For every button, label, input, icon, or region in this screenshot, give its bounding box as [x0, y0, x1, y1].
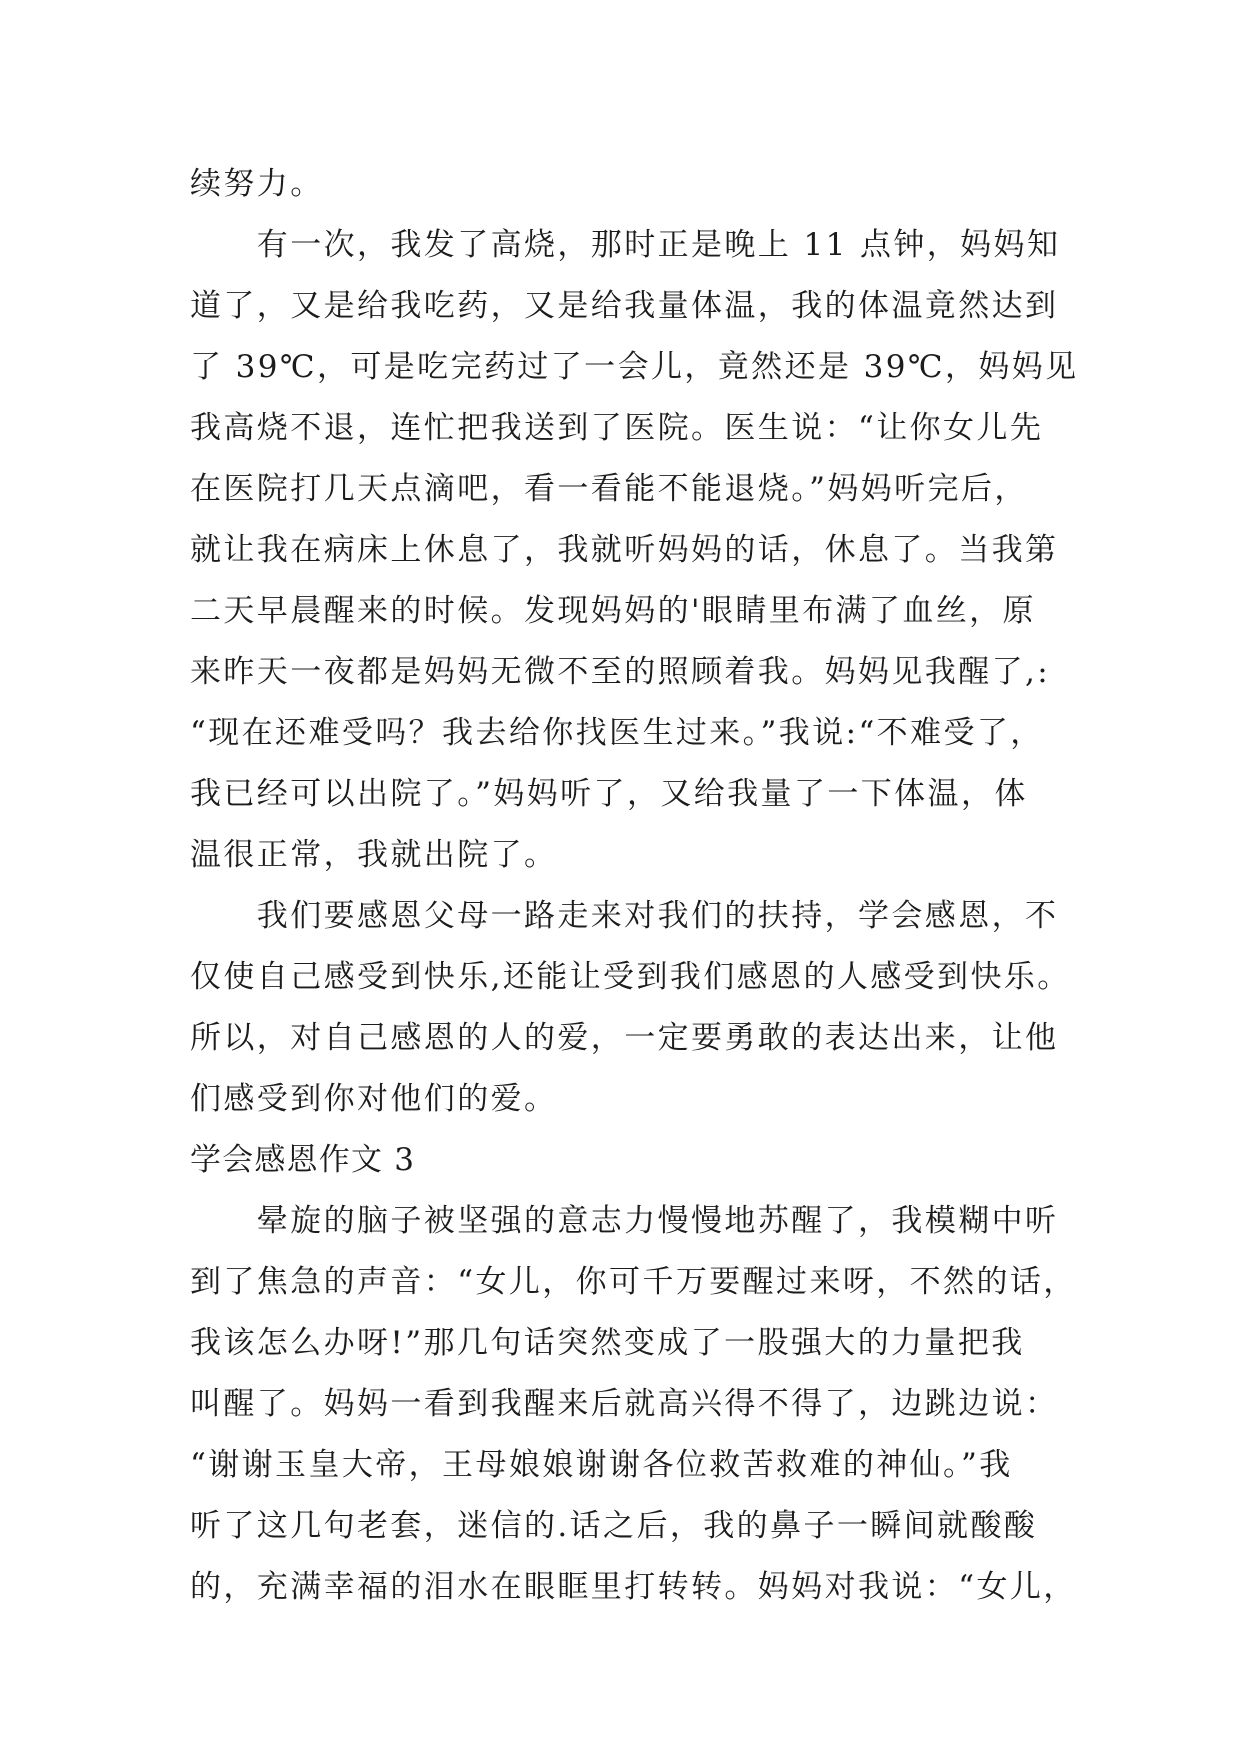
- text-line: 道了，又是给我吃药，又是给我量体温，我的体温竟然达到: [190, 288, 1059, 324]
- text-line: 温很正常，我就出院了。: [190, 837, 558, 873]
- text-line: 就让我在病床上休息了，我就听妈妈的话，休息了。当我第: [190, 532, 1059, 568]
- text-line: 我该怎么办呀!”那几句话突然变成了一股强大的力量把我: [190, 1325, 1025, 1361]
- text-line: 我们要感恩父母一路走来对我们的扶持，学会感恩，不: [190, 898, 1059, 934]
- text-line: 仅使自己感受到快乐,还能让受到我们感恩的人感受到快乐。: [190, 959, 1071, 995]
- text-line: 我已经可以出院了。”妈妈听了，又给我量了一下体温，体: [190, 776, 1028, 812]
- essay-text: [190, 154, 1079, 1618]
- text-line: 所以，对自己感恩的人的爱，一定要勇敢的表达出来，让他: [190, 1020, 1059, 1056]
- text-line: 我高烧不退，连忙把我送到了医院。医生说：“让你女儿先: [190, 410, 1044, 446]
- text-line: 续努力。: [190, 166, 324, 202]
- text-line: 们感受到你对他们的爱。: [190, 1081, 558, 1117]
- text-line: “现在还难受吗？我去给你找医生过来。”我说:“不难受了，: [190, 715, 1044, 751]
- section-heading: 学会感恩作文 3: [190, 1142, 416, 1178]
- text-line: 晕旋的脑子被坚强的意志力慢慢地苏醒了，我模糊中听: [190, 1203, 1059, 1239]
- text-line: 来昨天一夜都是妈妈无微不至的照顾着我。妈妈见我醒了,:: [190, 654, 1051, 690]
- text-line: “谢谢玉皇大帝，王母娘娘谢谢各位救苦救难的神仙。”我: [190, 1447, 1013, 1483]
- text-line: 了 39℃，可是吃完药过了一会儿，竟然还是 39℃，妈妈见: [190, 349, 1079, 385]
- text-line: 到了焦急的声音：“女儿，你可千万要醒过来呀，不然的话，: [190, 1264, 1077, 1300]
- text-line: 听了这几句老套，迷信的.话之后，我的鼻子一瞬间就酸酸: [190, 1508, 1038, 1544]
- text-line: 的，充满幸福的泪水在眼眶里打转转。妈妈对我说：“女儿，: [190, 1569, 1077, 1605]
- text-line: 有一次，我发了高烧，那时正是晚上 11 点钟，妈妈知: [190, 227, 1061, 263]
- text-line: 叫醒了。妈妈一看到我醒来后就高兴得不得了，边跳边说：: [190, 1386, 1059, 1422]
- text-line: 在医院打几天点滴吧，看一看能不能退烧。”妈妈听完后，: [190, 471, 1028, 507]
- text-line: 二天早晨醒来的时候。发现妈妈的'眼睛里布满了血丝，原: [190, 593, 1036, 629]
